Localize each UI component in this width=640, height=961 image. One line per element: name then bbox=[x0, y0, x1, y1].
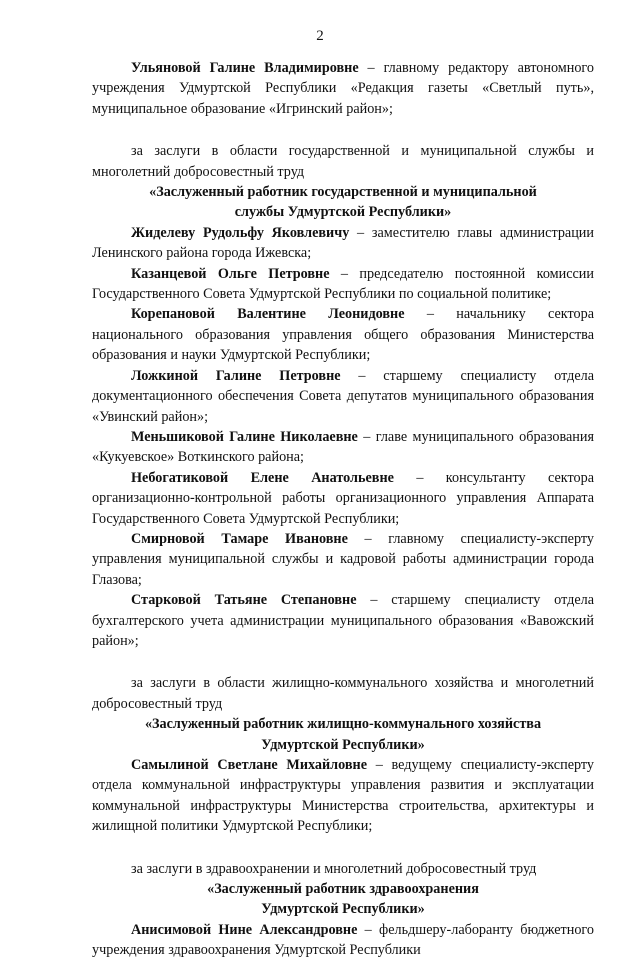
person-position: – главному редактору автономного учреждения Удмуртской Республики «Редакция газеты «Светлый путь», муниципальное образование «Игринский район»; bbox=[92, 60, 594, 117]
person-entry bbox=[92, 920, 594, 961]
person-entry bbox=[92, 468, 594, 529]
person-position: – консультанту сектора организационно-контрольной работы организационного управления Аппарата Государственного Совета Удмуртской Республики; bbox=[92, 469, 594, 527]
person-position: – ведущему специалисту-эксперту отдела коммунальной инфраструктуры управления развития и эксплуатации коммунальной инфраструктуры Министерства строительства, архитектуры и жилищной политики Удмуртской Республики; bbox=[92, 757, 595, 835]
merit-text: за заслуги в области государственной и муниципальной службы и многолетний добросовестный труд bbox=[92, 143, 594, 180]
person-entry bbox=[92, 755, 594, 837]
award-title-line1: «Заслуженный работник здравоохранения bbox=[207, 881, 479, 898]
person-entry bbox=[92, 590, 594, 651]
award-title-line1: «Заслуженный работник государственной и муниципальной bbox=[149, 184, 537, 201]
person-name: Смирновой Тамаре Ивановне bbox=[131, 530, 348, 547]
person-name: Старковой Татьяне Степановне bbox=[131, 592, 357, 609]
person-entry bbox=[92, 427, 594, 468]
person-name: Меньшиковой Галине Николаевне bbox=[131, 428, 358, 445]
person-position: – начальнику сектора национального образования управления общего образования Министерства образования и науки Удмуртской Республики; bbox=[92, 306, 595, 364]
person-name: Жиделеву Рудольфу Яковлевичу bbox=[131, 224, 350, 241]
document-body bbox=[92, 58, 594, 961]
person-position: – главе муниципального образования «Кукуевское» Воткинского района; bbox=[92, 428, 594, 466]
person-position: – заместителю главы администрации Ленинского района города Ижевска; bbox=[92, 224, 594, 262]
award-title-line2: службы Удмуртской Республики» bbox=[234, 204, 452, 221]
person-name: Ложкиной Галине Петровне bbox=[131, 367, 341, 384]
person-entry bbox=[92, 304, 594, 365]
person-name: Анисимовой Нине Александровне bbox=[131, 921, 358, 938]
person-position: – фельдшеру-лаборанту бюджетного учреждения здравоохранения Удмуртской Республики bbox=[92, 921, 594, 959]
person-name: Казанцевой Ольге Петровне bbox=[131, 265, 330, 282]
person-position: – старшему специалисту отдела документационного обеспечения Совета депутатов муниципального образования «Увинский район»; bbox=[92, 367, 594, 425]
award-title-line2: Удмуртской Республики» bbox=[261, 736, 425, 753]
person-name: Ульяновой Галине Владимировне bbox=[131, 60, 359, 76]
person-entry bbox=[92, 366, 594, 427]
person-name: Самылиной Светлане Михайловне bbox=[131, 757, 368, 773]
person-name: Небогатиковой Елене Анатольевне bbox=[131, 469, 394, 486]
person-name: Корепановой Валентине Леонидовне bbox=[131, 306, 405, 323]
person-entry bbox=[92, 58, 594, 119]
person-position: – главному специалисту-эксперту управления муниципальной службы и кадровой работы администрации города Глазова; bbox=[92, 530, 594, 588]
page-number: 2 bbox=[316, 28, 324, 44]
person-entry bbox=[92, 223, 594, 264]
merit-text: за заслуги в здравоохранении и многолетний добросовестный труд bbox=[131, 860, 537, 877]
person-entry bbox=[92, 264, 594, 305]
award-title-line1: «Заслуженный работник жилищно-коммунального хозяйства bbox=[144, 716, 542, 733]
person-position: – старшему специалисту отдела бухгалтерского учета администрации муниципального образования «Вавожский район»; bbox=[92, 592, 594, 649]
person-entry bbox=[92, 529, 594, 590]
merit-text: за заслуги в области жилищно-коммунального хозяйства и многолетний добросовестный труд bbox=[92, 675, 594, 712]
person-position: – председателю постоянной комиссии Государственного Совета Удмуртской Республики по социальной политике; bbox=[92, 265, 594, 303]
award-title-line2: Удмуртской Республики» bbox=[261, 901, 425, 918]
